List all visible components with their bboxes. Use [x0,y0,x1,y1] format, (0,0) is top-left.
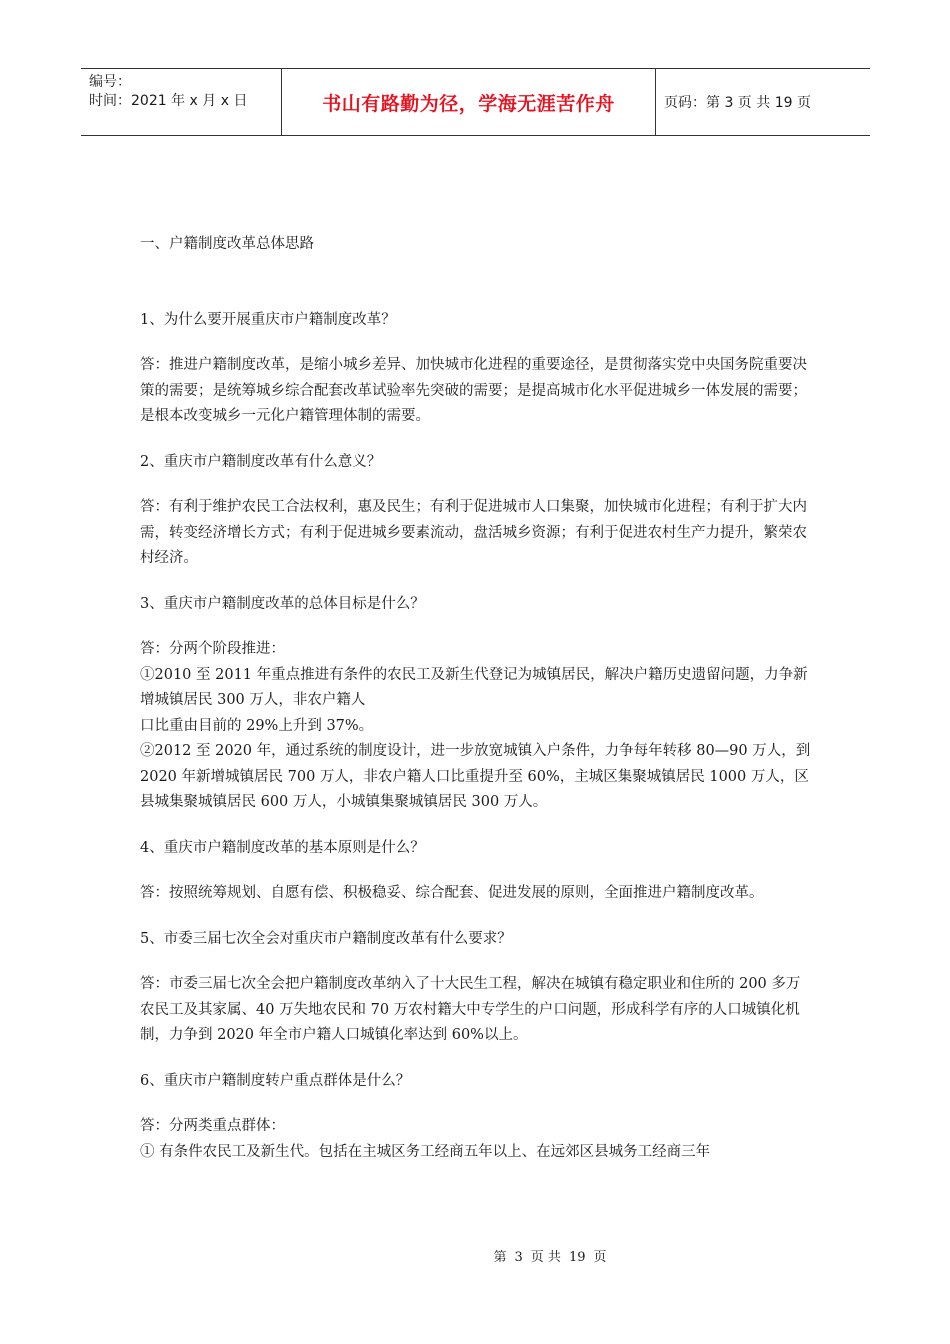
answer-5: 答：市委三届七次全会把户籍制度改革纳入了十大民生工程，解决在城镇有稳定职业和住所的 200 多万农民工及其家属、40 万失地农民和 70 万农村籍大中专学生的户口问题，形成科学有序的人口城镇化机制，力争到 2020 年全市户籍人口城镇化率达到 60%以上。 [140,976,801,1043]
answer-6-line: ① 有条件农民工及新生代。包括在主城区务工经商五年以上、在远郊区县城务工经商三年 [140,1143,711,1160]
answer-1: 答：推进户籍制度改革，是缩小城乡差异、加快城市化进程的重要途径，是贯彻落实党中央国务院重要决策的需要；是统筹城乡综合配套改革试验率先突破的需要；是提高城市化水平促进城乡一体发展的需要；是根本改变城乡一元化户籍管理体制的需要。 [140,357,807,424]
answer-3-line: ①2010 至 2011 年重点推进有条件的农民工及新生代登记为城镇居民，解决户籍历史遗留问题，力争新增城镇居民 300 万人，非农户籍人 [140,666,808,708]
question-3: 3、重庆市户籍制度改革的总体目标是什么？ [140,595,425,612]
question-6: 6、重庆市户籍制度转户重点群体是什么？ [140,1072,411,1089]
document-body [140,232,812,1165]
number-label: 编号： [89,74,131,90]
answer-6 [140,1114,812,1165]
question-4: 4、重庆市户籍制度改革的基本原则是什么？ [140,839,425,856]
page-footer [0,1246,950,1265]
time-label: 时间：2021 年 x 月 x 日 [89,93,248,109]
header-meta [81,69,282,135]
footer-total-pages: 19 [568,1250,586,1265]
answer-6-line: 答：分两类重点群体： [140,1118,285,1134]
question-5: 5、市委三届七次全会对重庆市户籍制度改革有什么要求？ [140,930,512,947]
footer-mid: 页 共 [530,1250,561,1265]
answer-3 [140,637,812,816]
footer-page-number: 3 [514,1250,523,1265]
answer-3-line: 口比重由目前的 29%上升到 37%。 [140,717,374,734]
footer-suffix: 页 [593,1250,607,1265]
question-1: 1、为什么要开展重庆市户籍制度改革？ [140,311,396,328]
answer-2: 答：有利于维护农民工合法权利，惠及民生；有利于促进城市人口集聚，加快城市化进程；有利于扩大内需，转变经济增长方式；有利于促进城乡要素流动，盘活城乡资源；有利于促进农村生产力提升，繁荣农村经济。 [140,499,807,566]
question-2: 2、重庆市户籍制度改革有什么意义？ [140,453,382,470]
header-page-label: 页码：第 3 页 共 19 页 [664,95,811,111]
answer-3-line: ②2012 至 2020 年，通过系统的制度设计，进一步放宽城镇入户条件，力争每年转移 80—90 万人，到 2020 年新增城镇居民 700 万人，非农户籍人口比重提升至 60%，主城区集聚城镇居民 1000 万人，区县城集聚城镇居民 600 万人，小城镇集聚城镇居民 300 万人。 [140,743,811,810]
footer-prefix: 第 [493,1250,507,1265]
page-header [81,68,870,136]
section-title: 一、户籍制度改革总体思路 [140,236,314,252]
answer-4: 答：按照统筹规划、自愿有偿、积极稳妥、综合配套、促进发展的原则，全面推进户籍制度改革。 [140,885,764,901]
answer-3-line: 答：分两个阶段推进： [140,641,285,657]
header-motto: 书山有路勤为径，学海无涯苦作舟 [282,69,656,135]
